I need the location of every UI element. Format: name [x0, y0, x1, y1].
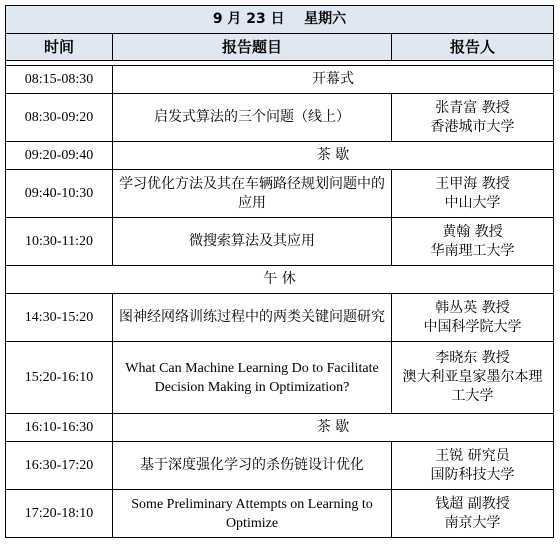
- row-topic: Some Preliminary Attempts on Learning to Optimize: [113, 490, 392, 538]
- row-event: 开幕式: [113, 66, 554, 94]
- speaker-affiliation: 澳大利亚皇家墨尔本理工大学: [402, 369, 543, 404]
- row-speaker: [392, 442, 554, 490]
- speaker-name: 黄翰 教授: [442, 223, 503, 240]
- table-row: [6, 442, 554, 490]
- speaker-affiliation: 中山大学: [444, 194, 501, 211]
- row-time: 16:30-17:20: [6, 442, 113, 490]
- row-topic: What Can Machine Learning Do to Facilitate Decision Making in Optimization?: [113, 342, 392, 414]
- row-event: 茶 歇: [113, 142, 554, 170]
- table-row: [6, 170, 554, 218]
- column-header-row: [6, 34, 554, 61]
- row-time: 17:20-18:10: [6, 490, 113, 538]
- speaker-name: 钱超 副教授: [435, 495, 510, 512]
- row-speaker: [392, 94, 554, 142]
- row-topic: 图神经网络训练过程中的两类关键问题研究: [113, 294, 392, 342]
- table-row: [6, 342, 554, 414]
- row-time: 08:30-09:20: [6, 94, 113, 142]
- header-time: 时间: [6, 34, 113, 61]
- table-row: [6, 66, 554, 94]
- row-event: 茶 歇: [113, 414, 554, 442]
- table-row: [6, 414, 554, 442]
- row-time: 14:30-15:20: [6, 294, 113, 342]
- date-banner: [6, 6, 554, 34]
- speaker-name: 张青富 教授: [435, 99, 510, 116]
- table-row: [6, 142, 554, 170]
- speaker-affiliation: 华南理工大学: [430, 242, 515, 259]
- table-row: [6, 294, 554, 342]
- row-speaker: [392, 294, 554, 342]
- schedule-table: [5, 5, 554, 538]
- row-speaker: [392, 342, 554, 414]
- row-speaker: [392, 490, 554, 538]
- date-banner-row: [6, 6, 554, 34]
- table-row: [6, 490, 554, 538]
- header-speaker: 报告人: [392, 34, 554, 61]
- row-event: 午 休: [6, 266, 554, 294]
- table-row: [6, 218, 554, 266]
- row-time: 15:20-16:10: [6, 342, 113, 414]
- speaker-name: 王锐 研究员: [435, 447, 510, 464]
- row-topic: 启发式算法的三个问题（线上）: [113, 94, 392, 142]
- row-speaker: [392, 170, 554, 218]
- date-text: 9 月 23 日: [212, 11, 285, 27]
- table-row: [6, 94, 554, 142]
- table-row: [6, 266, 554, 294]
- row-time: 16:10-16:30: [6, 414, 113, 442]
- speaker-affiliation: 中国科学院大学: [423, 318, 522, 335]
- row-speaker: [392, 218, 554, 266]
- row-topic: 基于深度强化学习的杀伤链设计优化: [113, 442, 392, 490]
- row-time: 10:30-11:20: [6, 218, 113, 266]
- row-topic: 微搜索算法及其应用: [113, 218, 392, 266]
- row-time: 09:40-10:30: [6, 170, 113, 218]
- header-topic: 报告题目: [113, 34, 392, 61]
- speaker-name: 李晓东 教授: [435, 350, 510, 366]
- row-time: 09:20-09:40: [6, 142, 113, 170]
- speaker-affiliation: 国防科技大学: [430, 466, 515, 483]
- speaker-name: 韩丛英 教授: [435, 299, 510, 316]
- speaker-affiliation: 南京大学: [444, 514, 501, 531]
- weekday-text: 星期六: [304, 11, 347, 27]
- speaker-affiliation: 香港城市大学: [430, 118, 515, 135]
- row-time: 08:15-08:30: [6, 66, 113, 94]
- row-topic: 学习优化方法及其在车辆路径规划问题中的应用: [113, 170, 392, 218]
- speaker-name: 王甲海 教授: [435, 175, 510, 192]
